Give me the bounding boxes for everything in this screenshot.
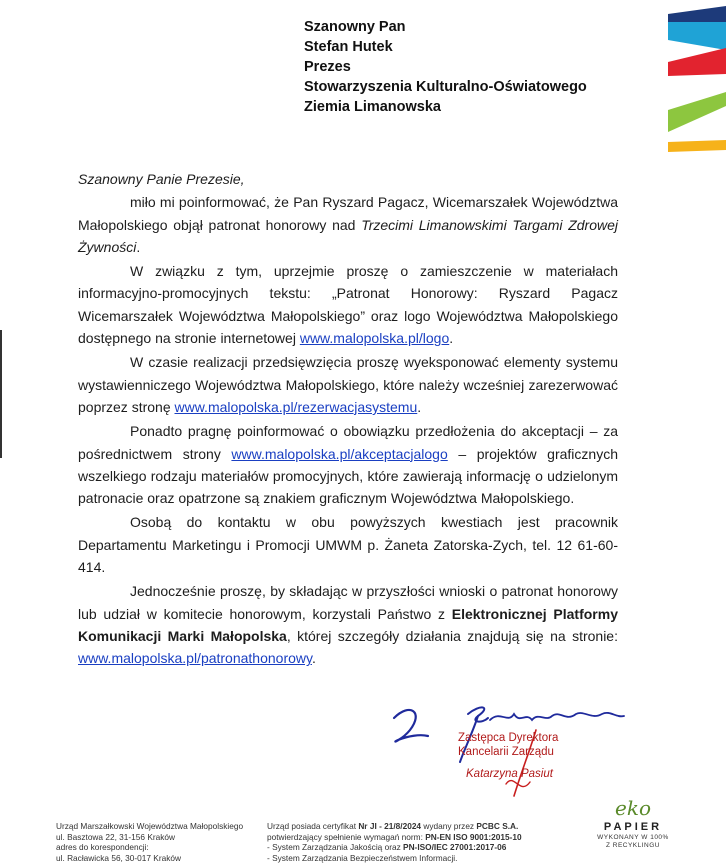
- text: W czasie realizacji przedsięwzięcia proszę wyeksponować elementy systemu wystawienniczego Województwa Małopolskiego, które należy wcześniej zarezerwować poprzez stronę: [78, 354, 618, 415]
- text: .: [449, 330, 454, 347]
- paragraph-exhibition-system: [78, 351, 618, 418]
- addressee-line: Stefan Hutek: [304, 39, 393, 55]
- eco-subtitle: Z RECYKLINGU: [605, 842, 661, 849]
- cert-text: wydany przez: [421, 821, 477, 831]
- addressee-line: Ziemia Limanowska: [304, 99, 441, 115]
- addressee-line: Stowarzyszenia Kulturalno-Oświatowego: [304, 79, 587, 95]
- certification-info: [267, 821, 522, 863]
- address-line: Urząd Marszałkowski Województwa Małopolskiego: [56, 821, 244, 831]
- address-line: ul. Basztowa 22, 31-156 Kraków: [56, 831, 175, 842]
- addressee-block: [304, 17, 587, 117]
- cert-line: [267, 821, 522, 832]
- event-name: Trzecimi Limanowskimi Targami Zdrowej Żywności: [78, 216, 618, 255]
- logo-stripes: [660, 0, 726, 160]
- stripe-dark-blue: [668, 6, 726, 22]
- stripe-red: [668, 48, 726, 76]
- colored-stripes-graphic: [660, 0, 726, 160]
- page-footer: [0, 796, 726, 867]
- cert-text: potwierdzający spełnienie wymagań norm:: [267, 831, 426, 842]
- text: .: [417, 398, 422, 415]
- addressee-line: Prezes: [304, 59, 351, 75]
- text: Jednocześnie proszę, by składając w przyszłości wnioski o patronat honorowy lub udział w komitecie honorowym, korzystali Państwo z: [78, 583, 618, 622]
- cert-text: Urząd posiada certyfikat: [267, 821, 359, 831]
- eco-papier: PAPIER: [603, 821, 663, 833]
- eco-subtitle: WYKONANY W 100%: [597, 834, 669, 841]
- left-margin-mark: [0, 330, 2, 458]
- stripe-cyan: [668, 22, 726, 50]
- reservation-link[interactable]: www.malopolska.pl/rezerwacjasystemu: [174, 398, 418, 415]
- text: – projektów graficznych wszelkiego rodzaju materiałów promocyjnych, które zawierają informację o udzielonym patronacie oraz opatrzone są znakiem graficznym Województwa Małopolskiego.: [78, 445, 618, 507]
- text: .: [311, 650, 316, 667]
- stripe-yellow: [668, 140, 726, 152]
- official-stamp: [458, 731, 558, 781]
- cert-norm: PN-EN ISO 9001:2015-10: [425, 831, 522, 842]
- stamp-title-line1: Zastępca Dyrektora: [458, 732, 559, 744]
- stamp-name: Katarzyna Pasiut: [466, 768, 553, 780]
- eco-paper-badge: [588, 796, 678, 850]
- platform-name: Elektronicznej Platformy Komunikacji Marki Małopolska: [78, 605, 618, 644]
- text: .: [136, 238, 141, 255]
- paragraph-logo: [78, 260, 618, 349]
- text: Ponadto pragnę poinformować o obowiązku przedłożenia do akceptacji – za pośrednictwem strony: [78, 423, 618, 462]
- office-address: [56, 821, 243, 863]
- cert-number: Nr JI - 21/8/2024: [358, 821, 422, 831]
- paragraph-patronage: [78, 191, 618, 258]
- salutation: Szanowny Panie Prezesie,: [78, 171, 245, 187]
- patronage-link[interactable]: www.malopolska.pl/patronathonorowy: [78, 650, 312, 667]
- cert-text: - System Zarządzania Jakością oraz: [267, 842, 404, 852]
- stamp-title-line2: Kancelarii Zarządu: [458, 746, 554, 758]
- address-line: ul. Racławicka 56, 30-017 Kraków: [56, 852, 181, 863]
- eco-word: eko: [615, 796, 651, 820]
- approval-link[interactable]: www.malopolska.pl/akceptacjalogo: [231, 445, 448, 462]
- addressee-line: Szanowny Pan: [304, 19, 406, 35]
- text: , której szczegóły działania znajdują się na stronie:: [286, 627, 618, 644]
- cert-line: - System Zarządzania Bezpieczeństwem Informacji.: [267, 852, 458, 863]
- cert-norm: PN-ISO/IEC 27001:2017-06: [403, 842, 507, 852]
- paragraph-contact: [78, 511, 618, 578]
- text: Osobą do kontaktu w obu powyższych kwestiach jest pracownik Departamentu Marketingu i Promocji UMWM p. Żaneta Zatorska-Zych, tel. 12 61-60-414.: [78, 514, 618, 576]
- address-line: adres do korespondencji:: [56, 842, 149, 852]
- paragraph-platform: [78, 580, 618, 669]
- cert-line: [267, 832, 522, 843]
- text: miło mi poinformować, że Pan Ryszard Pagacz, Wicemarszałek Województwa Małopolskiego objął patronat honorowy nad: [78, 194, 618, 233]
- text: W związku z tym, uprzejmie proszę o zamieszczenie w materiałach informacyjno-promocyjnych tekstu: „Patronat Honorowy: Ryszard Pagacz Wicemarszałek Województwa Małopolskiego” oraz logo Województwa Małopolskiego dostępnego na stronie internetowej: [78, 263, 618, 347]
- cert-issuer: PCBC S.A.: [476, 821, 519, 831]
- stripe-green: [668, 92, 726, 132]
- letter-body: [78, 168, 618, 672]
- signature-area: [380, 700, 650, 800]
- logo-link[interactable]: www.malopolska.pl/logo: [299, 330, 450, 347]
- paragraph-approval: [78, 420, 618, 509]
- cert-line: [267, 842, 522, 853]
